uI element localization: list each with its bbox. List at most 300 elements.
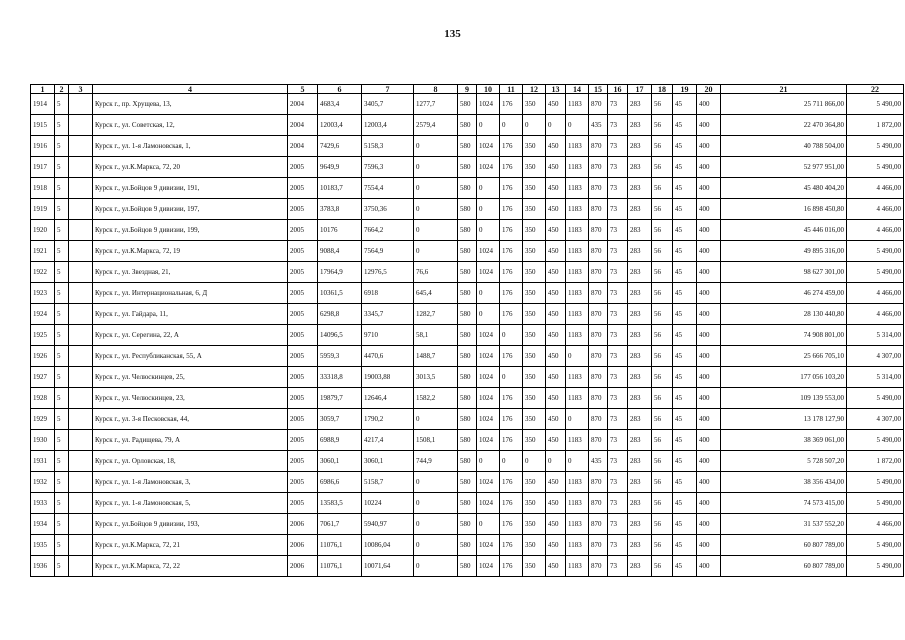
table-cell: 5 (55, 157, 69, 178)
table-cell: 3060,1 (318, 451, 362, 472)
address-cell: Курск г., ул.Бойцов 9 дивизии, 199, (93, 220, 288, 241)
table-cell: 450 (546, 262, 566, 283)
table-cell: 400 (697, 367, 721, 388)
table-cell: 1508,1 (414, 430, 458, 451)
table-cell: 1915 (31, 115, 55, 136)
table-cell: 1790,2 (362, 409, 414, 430)
table-cell: 45 (673, 220, 697, 241)
table-cell: 73 (608, 262, 628, 283)
table-cell: 2005 (288, 451, 318, 472)
table-cell: 0 (414, 409, 458, 430)
table-row (31, 472, 904, 493)
table-cell: 19003,88 (362, 367, 414, 388)
table-cell: 400 (697, 241, 721, 262)
table-cell: 450 (546, 409, 566, 430)
table-cell: 283 (628, 535, 652, 556)
table-cell: 400 (697, 136, 721, 157)
table-cell: 73 (608, 451, 628, 472)
table-cell: 0 (414, 136, 458, 157)
table-cell: 73 (608, 241, 628, 262)
address-cell: Курск г., ул. Серегина, 22, А (93, 325, 288, 346)
table-cell: 5 490,00 (847, 472, 904, 493)
table-cell: 580 (458, 493, 477, 514)
table-cell: 56 (652, 535, 673, 556)
table-cell: 6986,6 (318, 472, 362, 493)
table-cell: 450 (546, 241, 566, 262)
table-cell: 1927 (31, 367, 55, 388)
table-cell: 0 (566, 451, 589, 472)
table-cell: 2005 (288, 178, 318, 199)
table-cell: 283 (628, 367, 652, 388)
table-cell: 60 807 789,00 (721, 556, 847, 577)
address-cell: Курск г., ул. Звездная, 21, (93, 262, 288, 283)
table-row (31, 367, 904, 388)
table-cell: 283 (628, 199, 652, 220)
address-cell: Курск г., ул.Бойцов 9 дивизии, 197, (93, 199, 288, 220)
table-cell (69, 220, 93, 241)
table-cell: 350 (523, 283, 546, 304)
table-cell: 400 (697, 388, 721, 409)
table-cell: 1923 (31, 283, 55, 304)
column-header: 2 (55, 85, 69, 94)
table-cell: 870 (589, 199, 608, 220)
table-cell (69, 136, 93, 157)
table-cell: 12976,5 (362, 262, 414, 283)
table-cell: 19879,7 (318, 388, 362, 409)
column-header: 1 (31, 85, 55, 94)
table-cell: 2005 (288, 409, 318, 430)
table-cell: 1024 (477, 367, 500, 388)
table-cell: 176 (500, 409, 523, 430)
address-cell: Курск г., ул.К.Маркса, 72, 19 (93, 241, 288, 262)
address-cell: Курск г., ул.К.Маркса, 72, 21 (93, 535, 288, 556)
table-cell: 5 (55, 472, 69, 493)
table-cell: 870 (589, 136, 608, 157)
table-cell: 4 466,00 (847, 199, 904, 220)
table-cell: 2006 (288, 535, 318, 556)
table-cell: 3013,5 (414, 367, 458, 388)
table-cell: 0 (477, 451, 500, 472)
table-cell: 1024 (477, 136, 500, 157)
table-cell: 10086,04 (362, 535, 414, 556)
table-cell: 2005 (288, 325, 318, 346)
column-header: 4 (93, 85, 288, 94)
table-cell: 5 (55, 262, 69, 283)
table-cell: 580 (458, 346, 477, 367)
table-cell: 1918 (31, 178, 55, 199)
table-cell: 56 (652, 493, 673, 514)
table-cell: 283 (628, 262, 652, 283)
table-cell: 5 314,00 (847, 367, 904, 388)
table-cell: 5 490,00 (847, 157, 904, 178)
table-cell: 0 (414, 220, 458, 241)
table-cell: 176 (500, 157, 523, 178)
table-cell: 13 178 127,90 (721, 409, 847, 430)
table-cell: 1914 (31, 94, 55, 115)
column-header: 20 (697, 85, 721, 94)
page-number: 135 (444, 28, 461, 40)
table-cell: 5 490,00 (847, 262, 904, 283)
table-cell: 11076,1 (318, 535, 362, 556)
table-cell: 1277,7 (414, 94, 458, 115)
table-cell: 450 (546, 514, 566, 535)
table-cell: 10361,5 (318, 283, 362, 304)
table-cell: 0 (546, 115, 566, 136)
table-cell: 1934 (31, 514, 55, 535)
column-header: 5 (288, 85, 318, 94)
table-cell: 580 (458, 304, 477, 325)
table-cell: 1024 (477, 262, 500, 283)
address-cell: Курск г., ул. Орловская, 18, (93, 451, 288, 472)
table-cell (69, 430, 93, 451)
table-cell: 400 (697, 451, 721, 472)
table-cell: 5 (55, 94, 69, 115)
table-cell: 870 (589, 493, 608, 514)
table-cell: 17964,9 (318, 262, 362, 283)
table-cell: 1183 (566, 556, 589, 577)
table-cell: 5 (55, 367, 69, 388)
table-cell: 5 490,00 (847, 430, 904, 451)
table-cell: 7596,3 (362, 157, 414, 178)
table-cell: 5 490,00 (847, 556, 904, 577)
table-cell: 1024 (477, 388, 500, 409)
table-cell: 56 (652, 178, 673, 199)
table-cell: 45 (673, 178, 697, 199)
table-cell: 0 (414, 535, 458, 556)
table-cell: 73 (608, 472, 628, 493)
table-cell: 176 (500, 94, 523, 115)
table-cell: 56 (652, 283, 673, 304)
table-cell: 9710 (362, 325, 414, 346)
table-cell: 350 (523, 346, 546, 367)
table-cell: 283 (628, 493, 652, 514)
table-cell: 73 (608, 367, 628, 388)
table-cell: 0 (414, 556, 458, 577)
table-row (31, 304, 904, 325)
table-cell: 1183 (566, 157, 589, 178)
table-cell: 350 (523, 514, 546, 535)
table-cell: 1922 (31, 262, 55, 283)
table-cell: 10224 (362, 493, 414, 514)
table-cell: 2005 (288, 304, 318, 325)
table-cell: 283 (628, 157, 652, 178)
table-cell: 2005 (288, 241, 318, 262)
table-cell: 1183 (566, 514, 589, 535)
table-cell: 3345,7 (362, 304, 414, 325)
table-cell: 1183 (566, 325, 589, 346)
table-cell: 38 356 434,00 (721, 472, 847, 493)
table-row (31, 220, 904, 241)
table-cell: 450 (546, 388, 566, 409)
table-cell: 1928 (31, 388, 55, 409)
table-cell: 176 (500, 262, 523, 283)
table-cell: 7429,6 (318, 136, 362, 157)
table-cell: 450 (546, 94, 566, 115)
table-cell: 580 (458, 472, 477, 493)
table-cell: 56 (652, 304, 673, 325)
table-cell: 870 (589, 94, 608, 115)
table-cell: 4 466,00 (847, 304, 904, 325)
table-cell (69, 178, 93, 199)
table-cell: 350 (523, 535, 546, 556)
table-cell: 56 (652, 556, 673, 577)
table-cell: 400 (697, 262, 721, 283)
table-cell: 4 466,00 (847, 220, 904, 241)
column-header: 12 (523, 85, 546, 94)
table-cell: 73 (608, 220, 628, 241)
table-cell: 870 (589, 430, 608, 451)
table-cell: 2005 (288, 367, 318, 388)
table-cell: 0 (477, 304, 500, 325)
table-cell: 176 (500, 514, 523, 535)
table-cell: 400 (697, 556, 721, 577)
table-cell: 5 490,00 (847, 241, 904, 262)
table-cell: 0 (414, 157, 458, 178)
table-cell: 5 (55, 199, 69, 220)
table-cell: 7564,9 (362, 241, 414, 262)
table-cell: 0 (414, 493, 458, 514)
table-cell: 176 (500, 283, 523, 304)
table-cell: 870 (589, 472, 608, 493)
address-cell: Курск г., ул. Челюскинцев, 23, (93, 388, 288, 409)
table-cell (69, 94, 93, 115)
table-cell: 45 (673, 136, 697, 157)
table-cell: 76,6 (414, 262, 458, 283)
table-cell: 5 (55, 304, 69, 325)
address-cell: Курск г., ул. 3-я Песковская, 44, (93, 409, 288, 430)
table-cell: 1488,7 (414, 346, 458, 367)
table-cell (69, 199, 93, 220)
table-cell: 1183 (566, 430, 589, 451)
table-cell: 176 (500, 199, 523, 220)
table-cell: 870 (589, 514, 608, 535)
address-cell: Курск г., ул. 1-я Ламоновская, 1, (93, 136, 288, 157)
table-cell: 283 (628, 220, 652, 241)
table-row (31, 115, 904, 136)
column-header: 10 (477, 85, 500, 94)
table-cell: 400 (697, 115, 721, 136)
header-row (31, 85, 904, 94)
table-cell: 5 (55, 283, 69, 304)
column-header: 11 (500, 85, 523, 94)
table-row (31, 388, 904, 409)
table-cell: 74 573 415,00 (721, 493, 847, 514)
table-cell: 580 (458, 262, 477, 283)
table-cell: 1024 (477, 346, 500, 367)
table-cell: 45 (673, 346, 697, 367)
table-cell: 1024 (477, 556, 500, 577)
table-cell: 56 (652, 367, 673, 388)
table-cell: 4 307,00 (847, 409, 904, 430)
table-cell: 73 (608, 556, 628, 577)
table-cell (69, 388, 93, 409)
table-cell: 350 (523, 241, 546, 262)
table-cell: 580 (458, 451, 477, 472)
table-cell: 176 (500, 535, 523, 556)
table-cell: 22 470 364,80 (721, 115, 847, 136)
table-cell: 1183 (566, 199, 589, 220)
table-cell: 350 (523, 325, 546, 346)
table-cell: 450 (546, 493, 566, 514)
table-cell: 1282,7 (414, 304, 458, 325)
table-cell: 870 (589, 556, 608, 577)
table-cell: 56 (652, 388, 673, 409)
table-cell: 0 (500, 115, 523, 136)
table-cell: 283 (628, 136, 652, 157)
table-cell: 450 (546, 199, 566, 220)
table-cell: 45 (673, 472, 697, 493)
table-cell: 400 (697, 472, 721, 493)
table-cell: 10183,7 (318, 178, 362, 199)
address-cell: Курск г., ул. Советская, 12, (93, 115, 288, 136)
column-header: 13 (546, 85, 566, 94)
table-cell: 350 (523, 556, 546, 577)
table-cell: 25 711 866,00 (721, 94, 847, 115)
table-cell: 73 (608, 178, 628, 199)
table-cell: 56 (652, 262, 673, 283)
table-cell: 580 (458, 535, 477, 556)
table-cell: 7554,4 (362, 178, 414, 199)
table-cell: 5 490,00 (847, 388, 904, 409)
table-cell: 0 (477, 283, 500, 304)
table-cell: 0 (477, 115, 500, 136)
table-cell: 350 (523, 367, 546, 388)
table-cell: 176 (500, 556, 523, 577)
table-cell: 450 (546, 157, 566, 178)
table-cell: 45 (673, 115, 697, 136)
table-cell: 2004 (288, 115, 318, 136)
table-cell: 45 (673, 94, 697, 115)
table-cell: 400 (697, 199, 721, 220)
table-cell: 870 (589, 535, 608, 556)
table-row (31, 325, 904, 346)
address-cell: Курск г., ул. 1-я Ламоновская, 3, (93, 472, 288, 493)
table-cell: 56 (652, 241, 673, 262)
table-cell: 350 (523, 94, 546, 115)
table-cell: 400 (697, 178, 721, 199)
table-cell: 73 (608, 157, 628, 178)
table-cell (69, 283, 93, 304)
table-cell: 5 (55, 346, 69, 367)
table-cell (69, 493, 93, 514)
table-cell: 870 (589, 346, 608, 367)
table-cell: 73 (608, 199, 628, 220)
table-cell: 73 (608, 535, 628, 556)
table-cell: 870 (589, 262, 608, 283)
table-cell: 16 898 450,80 (721, 199, 847, 220)
table-cell: 2005 (288, 346, 318, 367)
table-cell: 0 (477, 178, 500, 199)
table-cell: 5940,97 (362, 514, 414, 535)
table-cell: 1933 (31, 493, 55, 514)
table-cell: 450 (546, 283, 566, 304)
table-cell: 580 (458, 283, 477, 304)
table-cell: 1924 (31, 304, 55, 325)
table-cell: 7664,2 (362, 220, 414, 241)
table-cell: 12646,4 (362, 388, 414, 409)
table-cell: 580 (458, 430, 477, 451)
column-header: 15 (589, 85, 608, 94)
table-cell: 1183 (566, 262, 589, 283)
table-cell: 73 (608, 325, 628, 346)
table-cell: 2006 (288, 556, 318, 577)
table-cell: 1920 (31, 220, 55, 241)
table-row (31, 493, 904, 514)
table-cell: 176 (500, 346, 523, 367)
table-cell: 45 (673, 514, 697, 535)
table-cell: 350 (523, 388, 546, 409)
table-cell: 11076,1 (318, 556, 362, 577)
table-cell: 580 (458, 136, 477, 157)
table-cell (69, 262, 93, 283)
table-cell: 33318,8 (318, 367, 362, 388)
table-cell: 45 480 404,20 (721, 178, 847, 199)
table-cell: 435 (589, 115, 608, 136)
address-cell: Курск г., ул. Челюскинцев, 25, (93, 367, 288, 388)
table-cell: 283 (628, 115, 652, 136)
table-cell: 2005 (288, 157, 318, 178)
table-cell: 176 (500, 388, 523, 409)
table-cell: 5158,3 (362, 136, 414, 157)
address-cell: Курск г., ул.Бойцов 9 дивизии, 193, (93, 514, 288, 535)
table-cell: 56 (652, 157, 673, 178)
table-cell: 870 (589, 367, 608, 388)
table-cell: 45 (673, 157, 697, 178)
table-cell: 283 (628, 283, 652, 304)
table-cell: 4 466,00 (847, 514, 904, 535)
table-cell: 0 (414, 199, 458, 220)
column-header: 22 (847, 85, 904, 94)
table-cell: 7061,7 (318, 514, 362, 535)
table-cell: 870 (589, 325, 608, 346)
address-cell: Курск г., ул. Радищева, 79, А (93, 430, 288, 451)
table-cell: 5 490,00 (847, 136, 904, 157)
table-cell: 5 (55, 388, 69, 409)
table-cell: 580 (458, 178, 477, 199)
table-cell: 350 (523, 220, 546, 241)
table-cell: 400 (697, 94, 721, 115)
table-cell: 6298,8 (318, 304, 362, 325)
table-cell: 1935 (31, 535, 55, 556)
table-cell: 73 (608, 346, 628, 367)
table-cell: 870 (589, 157, 608, 178)
table-cell: 5 490,00 (847, 535, 904, 556)
table-cell: 450 (546, 325, 566, 346)
address-cell: Курск г., ул. 1-я Ламоновская, 5, (93, 493, 288, 514)
column-header: 7 (362, 85, 414, 94)
table-cell: 450 (546, 178, 566, 199)
table-cell: 1936 (31, 556, 55, 577)
table-cell: 350 (523, 136, 546, 157)
table-cell: 45 (673, 199, 697, 220)
table-cell: 283 (628, 325, 652, 346)
table-cell: 10071,64 (362, 556, 414, 577)
table-cell: 1183 (566, 220, 589, 241)
table-cell: 0 (477, 220, 500, 241)
table-cell: 400 (697, 220, 721, 241)
table-cell: 580 (458, 388, 477, 409)
table-row (31, 136, 904, 157)
table-cell: 2005 (288, 388, 318, 409)
table-cell: 56 (652, 325, 673, 346)
table-cell: 49 895 316,00 (721, 241, 847, 262)
table-cell: 56 (652, 115, 673, 136)
table-cell: 5 (55, 241, 69, 262)
table-cell: 1183 (566, 535, 589, 556)
table-cell: 450 (546, 556, 566, 577)
table-cell (69, 556, 93, 577)
table-cell: 4 307,00 (847, 346, 904, 367)
